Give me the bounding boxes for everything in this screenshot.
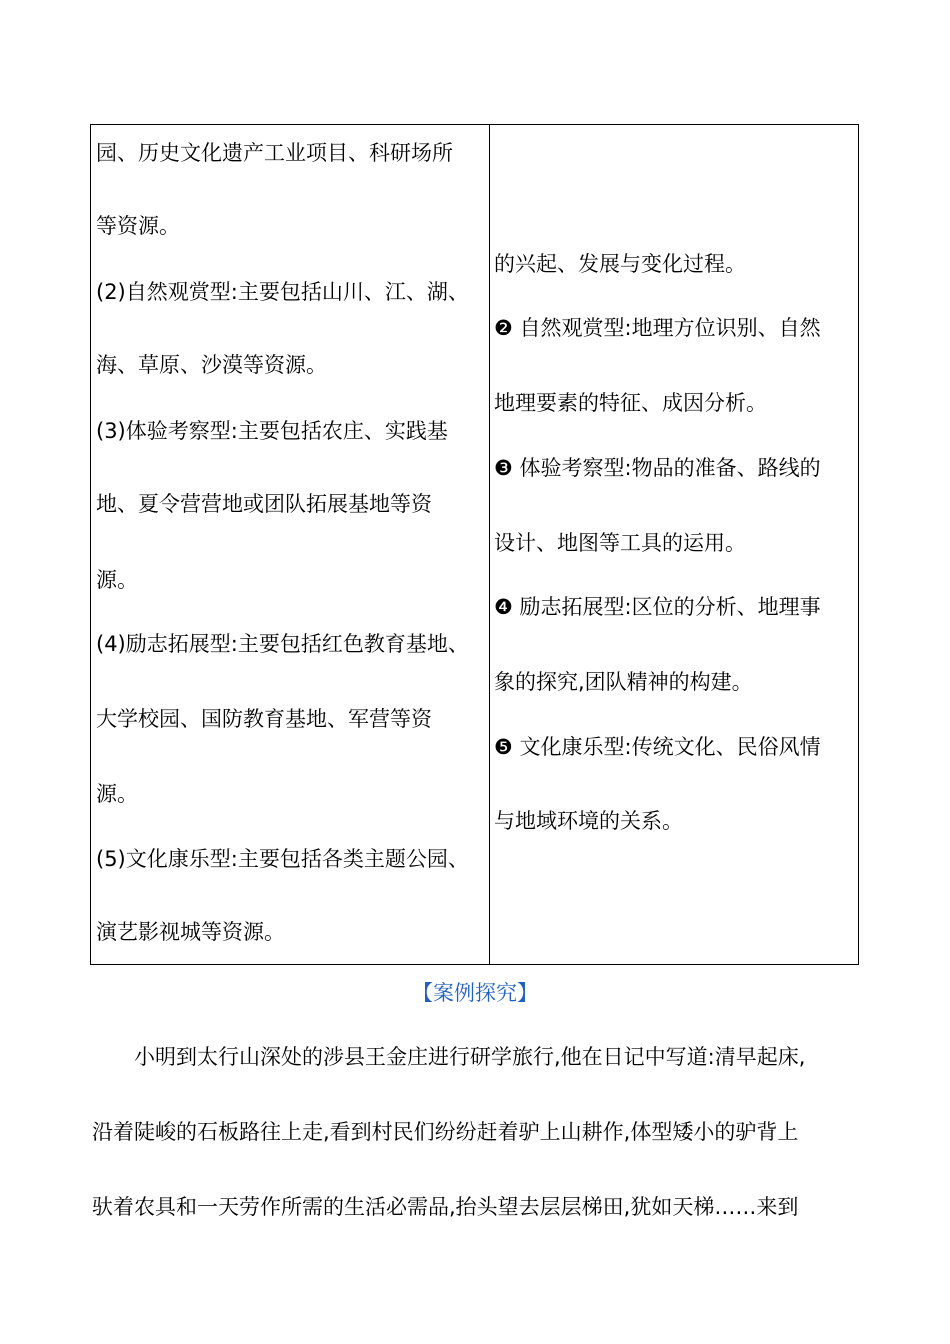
left-line: 大学校园、国防教育基地、军营等资 (96, 707, 432, 731)
right-line: ❷ 自然观赏型:地理方位识别、自然 (494, 316, 821, 340)
left-line: (3)体验考察型:主要包括农庄、实践基 (96, 419, 448, 443)
left-line: 等资源。 (96, 214, 180, 238)
left-line: 源。 (96, 782, 138, 806)
paragraph-line: 沿着陡峻的石板路往上走,看到村民们纷纷赶着驴上山耕作,体型矮小的驴背上 (92, 1120, 799, 1144)
left-line: 地、夏令营营地或团队拓展基地等资 (96, 492, 432, 516)
case-heading: 【案例探究】 (412, 981, 538, 1005)
left-line: 园、历史文化遗产工业项目、科研场所 (96, 141, 453, 165)
resource-table (90, 124, 859, 965)
right-line: ❸ 体验考察型:物品的准备、路线的 (494, 456, 821, 480)
right-line: 的兴起、发展与变化过程。 (494, 252, 746, 276)
right-line: 设计、地图等工具的运用。 (494, 531, 746, 555)
left-line: 演艺影视城等资源。 (96, 920, 285, 944)
paragraph-line: 驮着农具和一天劳作所需的生活必需品,抬头望去层层梯田,犹如天梯……来到 (92, 1195, 799, 1219)
left-line: (5)文化康乐型:主要包括各类主题公园、 (96, 847, 469, 871)
paragraph-line: 小明到太行山深处的涉县王金庄进行研学旅行,他在日记中写道:清早起床, (134, 1045, 806, 1069)
left-line: 源。 (96, 568, 138, 592)
left-line: (4)励志拓展型:主要包括红色教育基地、 (96, 632, 469, 656)
right-line: ❺ 文化康乐型:传统文化、民俗风情 (494, 735, 821, 759)
right-line: 与地域环境的关系。 (494, 809, 683, 833)
right-line: 象的探究,团队精神的构建。 (494, 670, 753, 694)
left-line: 海、草原、沙漠等资源。 (96, 353, 327, 377)
right-line: 地理要素的特征、成因分析。 (494, 391, 767, 415)
left-line: (2)自然观赏型:主要包括山川、江、湖、 (96, 280, 469, 304)
column-divider (489, 125, 490, 964)
right-line: ❹ 励志拓展型:区位的分析、地理事 (494, 595, 821, 619)
